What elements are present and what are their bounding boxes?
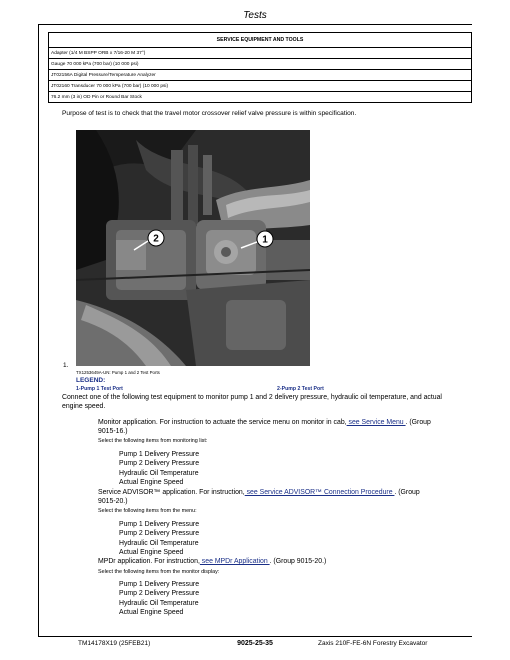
page-header-title: Tests — [243, 10, 267, 21]
pump-photo-illustration — [76, 130, 310, 366]
monitor-items-list — [119, 450, 199, 488]
connect-line-1: Connect one of the following test equipment to monitor pump 1 and 2 delivery pressure, hydraulic oil temperature, and actual — [62, 394, 442, 401]
service-menu-link[interactable]: see Service Menu — [346, 419, 406, 426]
monitor-text: Monitor application. For instruction to actuate the service menu on monitor in cab, — [98, 419, 347, 426]
mpdr-group-text: . (Group 9015-20.) — [269, 558, 327, 565]
pump-test-ports-photo — [76, 130, 310, 366]
list-item: Pump 1 Delivery Pressure — [119, 451, 200, 458]
footer-machine-name: Zaxis 210F-FE-6N Forestry Excavator — [318, 640, 428, 647]
footer-rule — [38, 636, 472, 637]
mpdr-text: MPDr application. For instruction, — [98, 558, 200, 565]
header-rule — [38, 24, 472, 25]
callout-1: 1 — [262, 234, 268, 246]
advisor-line-2: 9015-20.) — [98, 498, 128, 505]
mpdr-app-instruction — [98, 557, 326, 566]
list-item: Hydraulic Oil Temperature — [119, 599, 199, 607]
connect-instruction — [62, 393, 442, 411]
list-item: Pump 2 Delivery Pressure — [119, 530, 200, 538]
table-row: JT02156A Digital Pressure/Temperature Analyzer — [49, 70, 472, 81]
monitor-select-text: Select the following items from monitoring list: — [98, 438, 208, 444]
advisor-select-text: Select the following items from the menu: — [98, 508, 197, 514]
legend-item-2: 2-Pump 2 Test Port — [277, 386, 324, 392]
table-row: Gauge 70 000 kPa (700 bar) (10 000 psi) — [49, 59, 472, 70]
mpdr-items-list — [119, 580, 199, 618]
table-row: Adapter (1/4 M BSPP ORB x 7/16-20 M 37°) — [49, 48, 472, 59]
advisor-app-instruction — [98, 488, 420, 506]
monitor-line-1 — [98, 418, 431, 427]
left-margin-rule — [38, 24, 39, 636]
footer-doc-id: TM14178X19 (25FEB21) — [78, 640, 151, 647]
advisor-group-text: . (Group — [394, 489, 420, 496]
list-item: Actual Engine Speed — [119, 609, 184, 617]
list-item: Pump 1 Delivery Pressure — [119, 521, 200, 528]
footer-page-number: 9025-25-35 — [237, 640, 273, 647]
advisor-text: Service ADVISOR™ application. For instruction, — [98, 489, 245, 496]
list-item: Pump 2 Delivery Pressure — [119, 590, 200, 598]
list-item: Actual Engine Speed — [119, 479, 184, 487]
service-advisor-link[interactable]: see Service ADVISOR™ Connection Procedure — [244, 489, 395, 496]
table-heading: SERVICE EQUIPMENT AND TOOLS — [49, 33, 472, 48]
list-item: Pump 2 Delivery Pressure — [119, 460, 200, 468]
step-number: 1. — [63, 362, 69, 369]
mpdr-application-link[interactable]: see MPDr Application — [199, 558, 270, 565]
list-item: Hydraulic Oil Temperature — [119, 469, 199, 477]
list-item: Actual Engine Speed — [119, 549, 184, 557]
advisor-line-1 — [98, 488, 420, 497]
table-row: JT02160 Transducer 70 000 kPa (700 bar) (10 000 psi) — [49, 81, 472, 92]
legend-title: LEGEND: — [76, 377, 106, 384]
service-equipment-table — [48, 32, 472, 103]
legend-item-1: 1-Pump 1 Test Port — [76, 386, 123, 392]
callout-2: 2 — [153, 233, 159, 245]
connect-line-2: engine speed. — [62, 403, 106, 410]
figure-caption: TX1253649A-UN: Pump 1 and 2 Test Ports — [76, 370, 160, 375]
advisor-items-list — [119, 520, 199, 558]
mpdr-select-text: Select the following items from the monitor display: — [98, 569, 220, 575]
monitor-group-text: . (Group — [405, 419, 431, 426]
list-item: Hydraulic Oil Temperature — [119, 539, 199, 547]
purpose-text: Purpose of test is to check that the travel motor crossover relief valve pressure is within specification. — [62, 110, 357, 117]
monitor-line-2: 9015-16.) — [98, 428, 128, 435]
monitor-app-instruction — [98, 418, 431, 436]
table-row: 76.2 mm (3 in) OD Pin or Round Bar Stock — [49, 92, 472, 103]
list-item: Pump 1 Delivery Pressure — [119, 581, 200, 588]
